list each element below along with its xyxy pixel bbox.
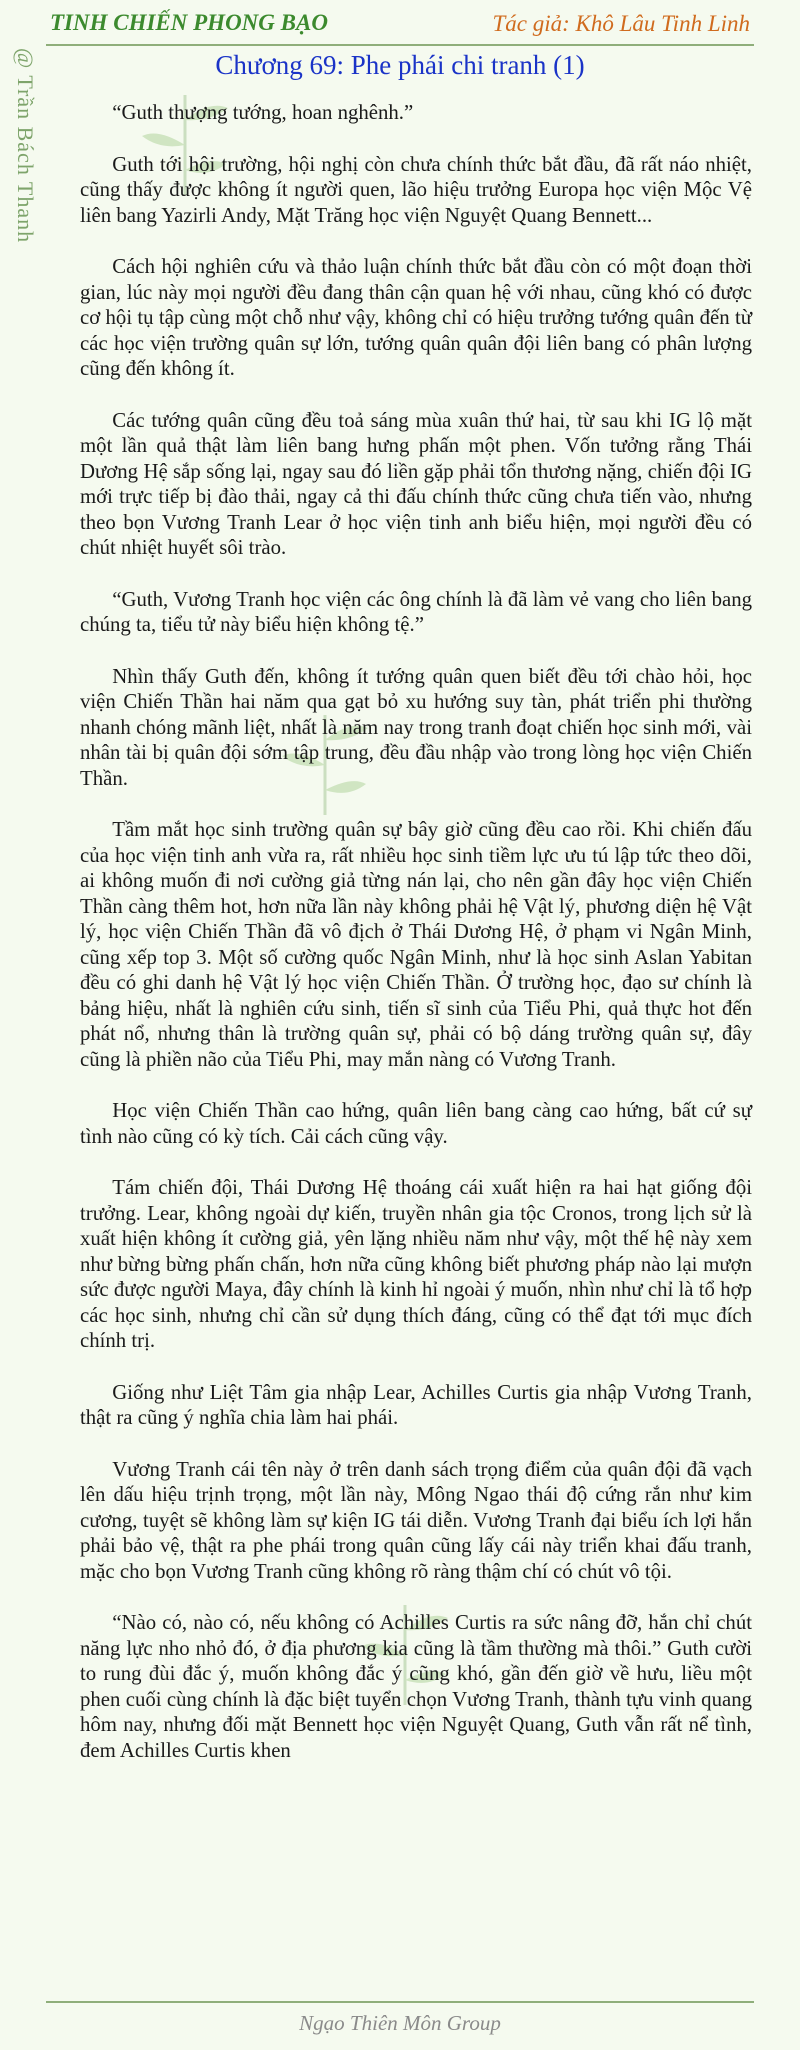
paragraph: Tầm mắt học sinh trường quân sự bây giờ cũng đều cao rồi. Khi chiến đấu của học viện tinh anh vừa ra, rất nhiều học sinh tiềm lực ưu tú lập tức theo dõi, ai không muốn đi nơi cường giả từng nán lại, cho nên gần đây học viện Chiến Thần càng thêm hot, hơn nữa lần này không phải hệ Vật lý, phương diện hệ Vật lý, học viện Chiến Thần đã vô địch ở Thái Dương Hệ, ở phạm vi Ngân Minh, cũng xếp top 3. Một số cường quốc Ngân Minh, như là học sinh Aslan Yabitan đều có ghi danh hệ Vật lý học viện Chiến Thần. Ở trường học, đạo sư chính là bảng hiệu, nhất là nghiên cứu sinh, tiến sĩ sinh của Tiểu Phi, quả thực hot đến phát nổ, nhưng thân là trường quân sự, phải có bộ dáng trường quân sự, đây cũng là phiền não của Tiểu Phi, may mắn nàng có Vương Tranh. xyxy=(80,818,752,1071)
paragraph: “Guth, Vương Tranh học viện các ông chính là đã làm vẻ vang cho liên bang chúng ta, tiểu tử này biểu hiện không tệ.” xyxy=(80,587,752,636)
side-credit xyxy=(4,48,44,288)
chapter-content xyxy=(80,100,752,1789)
page-footer xyxy=(46,2001,754,2036)
paragraph: Các tướng quân cũng đều toả sáng mùa xuân thứ hai, từ sau khi IG lộ mặt một lần quả thật làm liên bang hưng phấn một phen. Vốn tưởng rằng Thái Dương Hệ sắp sống lại, ngay sau đó liền gặp phải tổn thương nặng, chiến đội IG mới trực tiếp bị đào thải, ngay cả thi đấu chính thức cũng chưa tiến vào, nhưng theo bọn Vương Tranh Lear ở học viện tinh anh biểu hiện, mọi người đều có chút nhiệt huyết sôi trào. xyxy=(80,408,752,559)
paragraph: Guth tới hội trường, hội nghị còn chưa chính thức bắt đầu, đã rất náo nhiệt, cũng thấy được không ít người quen, lão hiệu trưởng Europa học viện Mộc Vệ liên bang Yazirli Andy, Mặt Trăng học viện Nguyệt Quang Bennett... xyxy=(80,152,752,227)
paragraph: Tám chiến đội, Thái Dương Hệ thoáng cái xuất hiện ra hai hạt giống đội trưởng. Lear, không ngoài dự kiến, truyền nhân gia tộc Cronos, trong lịch sử là xuất hiện không ít cường giả, yên lặng nhiều năm như vậy, một thế hệ này xem như bừng bừng phấn chấn, hơn nữa cũng không biết phương pháp nào lại mượn sức được người Maya, đây chính là kinh hỉ ngoài ý muốn, nhìn như chỉ là tổ hợp các học sinh, nhưng chỉ cần sử dụng thích đáng, cũng có thể đạt tới mục đích chính trị. xyxy=(80,1176,752,1352)
paragraph: “Guth thượng tướng, hoan nghênh.” xyxy=(112,101,414,124)
paragraph: Nhìn thấy Guth đến, không ít tướng quân quen biết đều tới chào hỏi, học viện Chiến Thần hai năm qua gạt bỏ xu hướng suy tàn, phát triển phi thường nhanh chóng mãnh liệt, nhất là năm nay trong tranh đoạt chiến học sinh mới, vài nhân tài bị quân đội sớm tập trung, đều đầu nhập vào trong lòng học viện Chiến Thần. xyxy=(80,664,752,790)
paragraph: Giống như Liệt Tâm gia nhập Lear, Achilles Curtis gia nhập Vương Tranh, thật ra cũng ý nghĩa chia làm hai phái. xyxy=(80,1380,752,1429)
side-credit-text: @ Trần Bách Thanh xyxy=(13,48,38,244)
paragraph: Cách hội nghiên cứu và thảo luận chính thức bắt đầu còn có một đoạn thời gian, lúc này mọi người đều đang thân cận quan hệ với nhau, cũng khó có được cơ hội tụ tập cùng một chỗ như vậy, không chỉ có hiệu trưởng tướng quân đến từ các học viện trường quân sự lớn, tướng quân quân đội liên bang có phân lượng cũng đến không ít. xyxy=(80,255,752,380)
page-header xyxy=(46,6,754,46)
paragraph: “Nào có, nào có, nếu không có Achilles Curtis ra sức nâng đỡ, hắn chỉ chút năng lực nho nhỏ đó, ở địa phương kia cũng là tầm thường mà thôi.” Guth cười to rung đùi đắc ý, muốn không đắc ý cũng khó, gần đến giờ về hưu, liều một phen cuối cùng chính là đặc biệt tuyển chọn Vương Tranh, thành tựu vinh quang hôm nay, nhưng đối mặt Bennett học viện Nguyệt Quang, Guth vẫn rất nể tình, đem Achilles Curtis khen xyxy=(80,1611,752,1762)
footer-group: Ngạo Thiên Môn Group xyxy=(299,2011,501,2035)
paragraph: Học viện Chiến Thần cao hứng, quân liên bang càng cao hứng, bất cứ sự tình nào cũng có kỳ tích. Cải cách cũng vậy. xyxy=(80,1099,752,1148)
paragraph: Vương Tranh cái tên này ở trên danh sách trọng điểm của quân đội đã vạch lên dấu hiệu trịnh trọng, một lần này, Mông Ngao thái độ cứng rắn như kim cương, tuyệt sẽ không làm sự kiện IG tái diễn. Vương Tranh đại biểu ích lợi hắn phải bảo vệ, thật ra phe phái trong quân cũng lấy cái này triển khai đấu tranh, mặc cho bọn Vương Tranh cũng không rõ ràng thậm chí có chút vô tội. xyxy=(80,1457,752,1583)
chapter-title: Chương 69: Phe phái chi tranh (1) xyxy=(215,50,585,80)
author-credit: Tác giả: Khô Lâu Tinh Linh xyxy=(492,11,750,36)
book-title: TINH CHIẾN PHONG BẠO xyxy=(50,10,328,35)
